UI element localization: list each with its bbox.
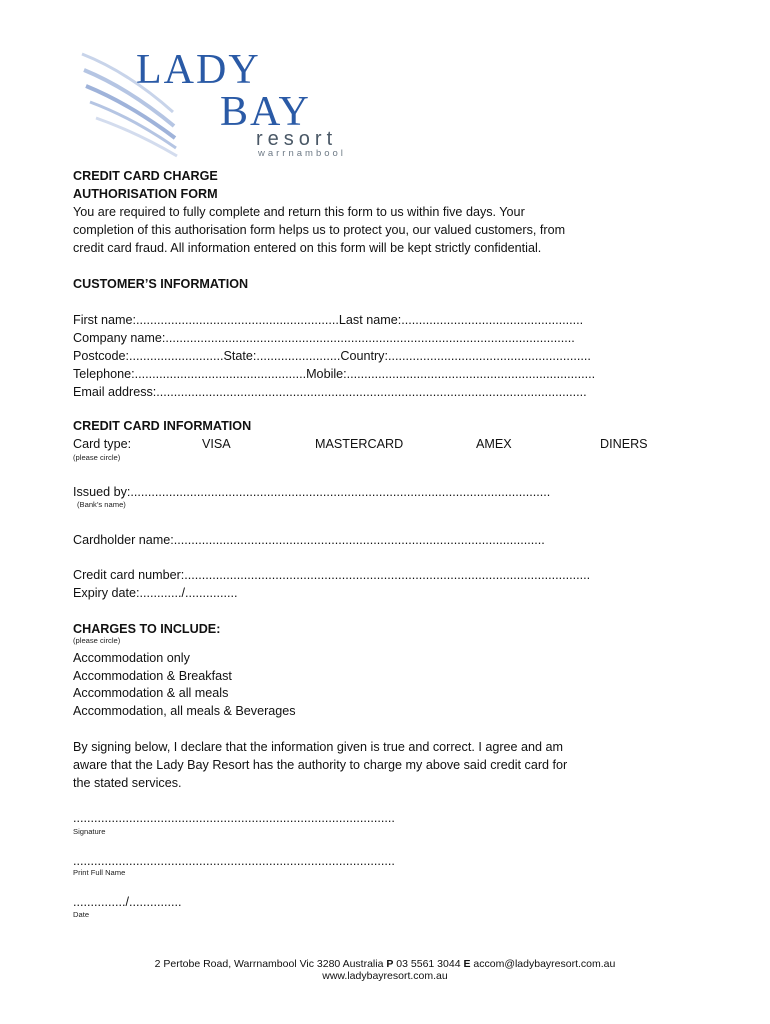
- intro-line-3: credit card fraud. All information entered on this form will be kept strictly confidential.: [73, 241, 542, 255]
- declaration-line-1: By signing below, I declare that the information given is true and correct. I agree and am: [73, 740, 564, 754]
- expiry-date-field[interactable]: Expiry date:............/...............: [73, 586, 238, 600]
- form-title-line-2: AUTHORISATION FORM: [73, 187, 218, 201]
- card-type-visa[interactable]: VISA: [202, 437, 231, 451]
- form-title-line-1: CREDIT CARD CHARGE: [73, 169, 218, 183]
- email-address-field[interactable]: Email address:...........................................................................................................................: [73, 385, 587, 399]
- print-name-line[interactable]: ............................................................................................: [73, 854, 395, 868]
- declaration-line-3: the stated services.: [73, 776, 182, 790]
- logo: [78, 42, 358, 160]
- issued-by-note: (Bank’s name): [77, 500, 126, 509]
- card-number-field[interactable]: Credit card number:....................................................................................................................: [73, 568, 591, 582]
- footer-website[interactable]: www.ladybayresort.com.au: [322, 970, 448, 982]
- declaration-line-2: aware that the Lady Bay Resort has the authority to charge my above said credit card for: [73, 758, 568, 772]
- date-label: Date: [73, 910, 90, 919]
- footer-email-label: E: [463, 958, 471, 970]
- footer-email[interactable]: accom@ladybayresort.com.au: [473, 958, 616, 970]
- logo-line-2: BAY: [220, 89, 311, 135]
- logo-line-4: warrnambool: [258, 148, 346, 159]
- footer-phone-label: P: [386, 958, 394, 970]
- card-type-diners[interactable]: DINERS: [600, 437, 648, 451]
- card-type-label: Card type:: [73, 437, 132, 451]
- issued-by-field[interactable]: Issued by:........................................................................................................................: [73, 485, 551, 499]
- card-type-mastercard[interactable]: MASTERCARD: [315, 437, 404, 451]
- charge-option-accommodation-only[interactable]: Accommodation only: [73, 651, 190, 665]
- card-type-note: (please circle): [73, 453, 121, 462]
- customer-heading: CUSTOMER’S INFORMATION: [73, 277, 249, 291]
- company-name-field[interactable]: Company name:.....................................................................................................................: [73, 331, 575, 345]
- intro-line-1: You are required to fully complete and return this form to us within five days. Your: [73, 205, 525, 219]
- first-last-name-field[interactable]: First name:..........................................................Last name:....................................................: [73, 313, 584, 327]
- charges-heading: CHARGES TO INCLUDE:: [73, 622, 221, 636]
- cardholder-name-field[interactable]: Cardholder name:..........................................................................................................: [73, 533, 545, 547]
- charge-option-all-meals-beverages[interactable]: Accommodation, all meals & Beverages: [73, 704, 296, 718]
- intro-line-2: completion of this authorisation form helps us to protect you, our valued customers, from: [73, 223, 566, 237]
- card-type-amex[interactable]: AMEX: [476, 437, 512, 451]
- print-name-label: Print Full Name: [73, 868, 126, 877]
- logo-line-3: resort: [256, 128, 338, 150]
- footer-contact: [0, 958, 770, 970]
- charge-option-accommodation-breakfast[interactable]: Accommodation & Breakfast: [73, 669, 232, 683]
- signature-line[interactable]: ............................................................................................: [73, 811, 395, 825]
- postcode-state-country-field[interactable]: Postcode:...........................State:........................Country:..........................................................: [73, 349, 591, 363]
- charges-note: (please circle): [73, 636, 121, 645]
- logo-line-1: LADY: [136, 47, 261, 93]
- footer-address: 2 Pertobe Road, Warrnambool Vic 3280 Australia: [154, 958, 384, 970]
- charge-option-accommodation-all-meals[interactable]: Accommodation & all meals: [73, 686, 229, 700]
- signature-label: Signature: [73, 827, 106, 836]
- date-line[interactable]: .............../...............: [73, 895, 182, 909]
- card-heading: CREDIT CARD INFORMATION: [73, 419, 252, 433]
- footer-phone: 03 5561 3044: [396, 958, 461, 970]
- telephone-mobile-field[interactable]: Telephone:.................................................Mobile:.......................................................................: [73, 367, 596, 381]
